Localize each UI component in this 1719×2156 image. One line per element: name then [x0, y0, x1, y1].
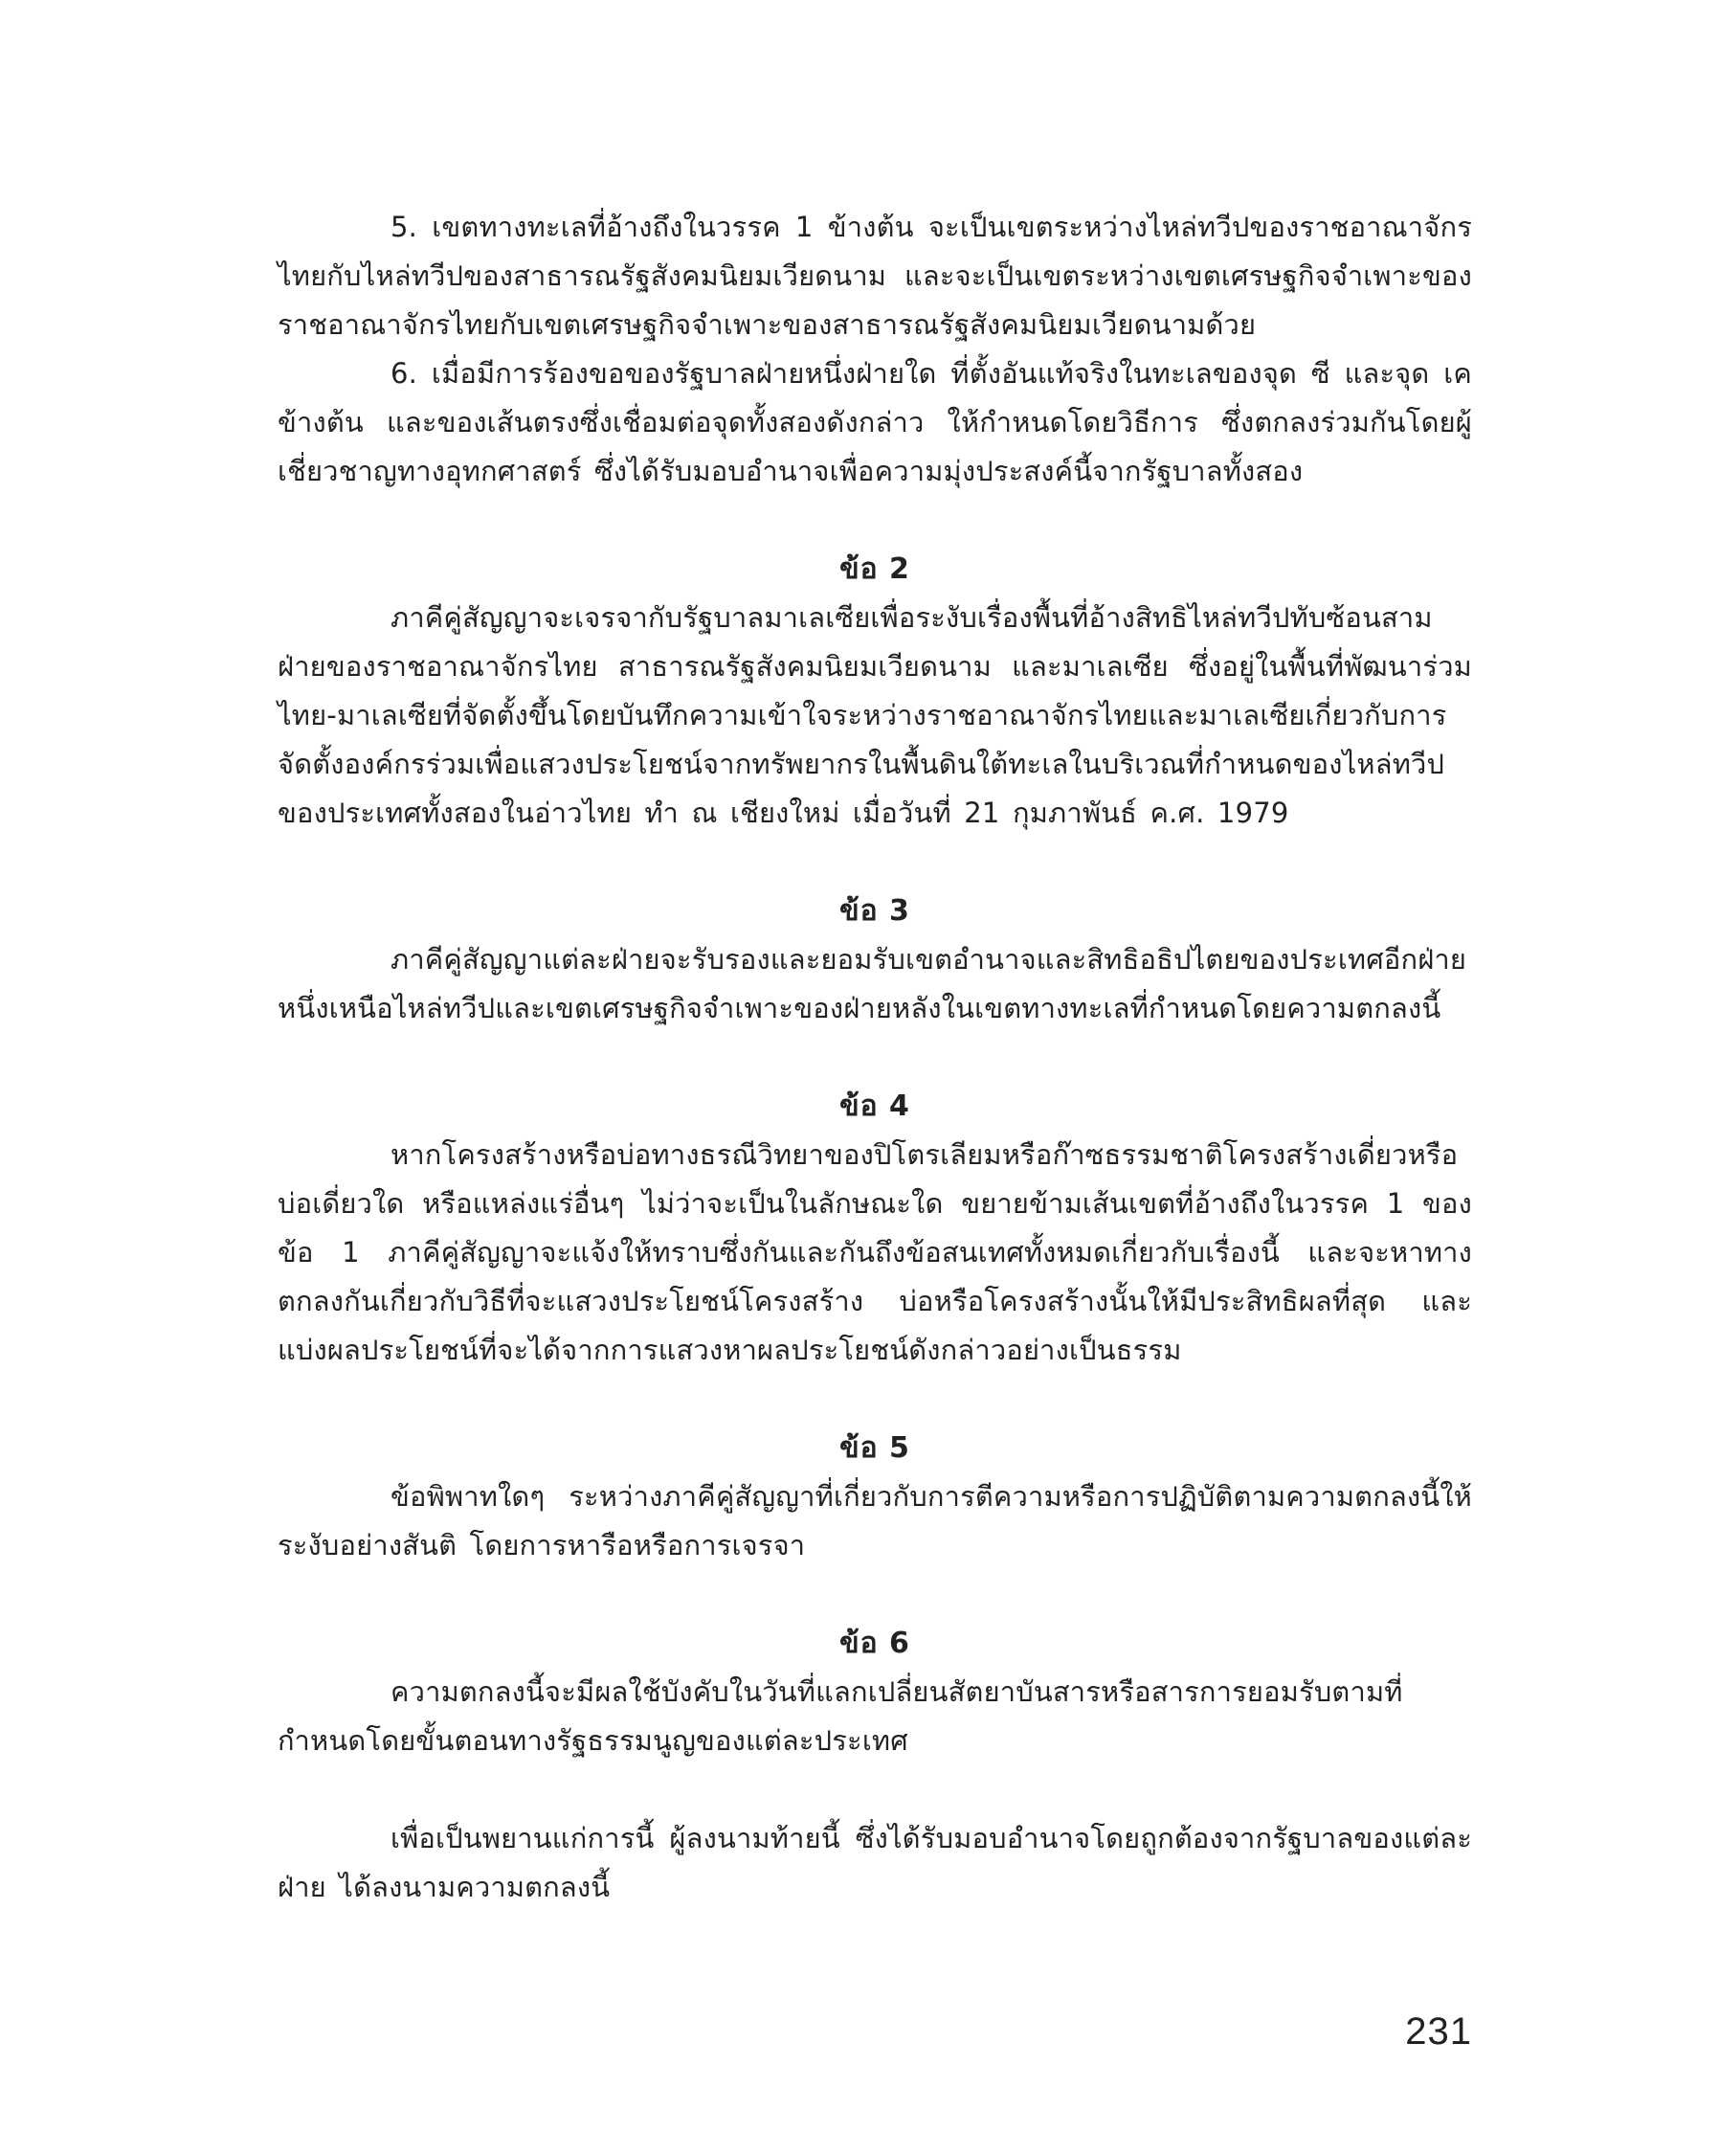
article-heading: ข้อ 2 — [839, 552, 910, 586]
spacer — [278, 1570, 1472, 1619]
page-number: 231 — [1405, 2010, 1472, 2053]
spacer — [278, 496, 1472, 545]
spacer — [278, 1375, 1472, 1424]
article-text: ภาคีคู่สัญญาจะเจรจากับรัฐบาลมาเลเซียเพื่อระงับเรื่องพื้นที่อ้างสิทธิไหล่ทวีปทับซ้อนสามฝ่ายของราชอาณาจักรไทย สาธารณรัฐสังคมนิยมเวียดนาม และมาเลเซีย ซึ่งอยู่ในพื้นที่พัฒนาร่วมไทย-มาเลเซียที่จัดตั้งขึ้นโดยบันทึกความเข้าใจระหว่างราชอาณาจักรไทยและมาเลเซียเกี่ยวกับการจัดตั้งองค์กรร่วมเพื่อแสวงประโยชน์จากทรัพยากรในพื้นดินใต้ทะเลในบริเวณที่กำหนดของไหล่ทวีปของประเทศทั้งสองในอ่าวไทย ทำ ณ เชียงใหม่ เมื่อวันที่ 21 กุมภาพันธ์ ค.ศ. 1979 — [278, 601, 1472, 829]
article-5 — [278, 1424, 1472, 1570]
article-heading: ข้อ 5 — [839, 1431, 910, 1465]
paragraph-5: 5. เขตทางทะเลที่อ้างถึงในวรรค 1 ข้างต้น จะเป็นเขตระหว่างไหล่ทวีปของราชอาณาจักรไทยกับไหล่ทวีปของสาธารณรัฐสังคมนิยมเวียดนาม และจะเป็นเขตระหว่างเขตเศรษฐกิจจำเพาะของราชอาณาจักรไทยกับเขตเศรษฐกิจจำเพาะของสาธารณรัฐสังคมนิยมเวียดนามด้วย — [278, 211, 1472, 341]
article-3 — [278, 887, 1472, 1033]
article-4 — [278, 1082, 1472, 1375]
spacer — [278, 1765, 1472, 1814]
paragraph-6: 6. เมื่อมีการร้องขอของรัฐบาลฝ่ายหนึ่งฝ่ายใด ที่ตั้งอันแท้จริงในทะเลของจุด ซี และจุด เค ข้างต้น และของเส้นตรงซึ่งเชื่อมต่อจุดทั้งสองดังกล่าว ให้กำหนดโดยวิธีการ ซึ่งตกลงร่วมกันโดยผู้เชี่ยวชาญทางอุทกศาสตร์ ซึ่งได้รับมอบอำนาจเพื่อความมุ่งประสงค์นี้จากรัฐบาลทั้งสอง — [278, 357, 1472, 487]
spacer — [278, 1033, 1472, 1082]
article-heading: ข้อ 4 — [839, 1089, 910, 1123]
article-text: หากโครงสร้างหรือบ่อทางธรณีวิทยาของปิโตรเลียมหรือก๊าซธรรมชาติโครงสร้างเดี่ยวหรือบ่อเดี่ยวใด หรือแหล่งแร่อื่นๆ ไม่ว่าจะเป็นในลักษณะใด ขยายข้ามเส้นเขตที่อ้างถึงในวรรค 1 ของข้อ 1 ภาคีคู่สัญญาจะแจ้งให้ทราบซึ่งกันและกันถึงข้อสนเทศทั้งหมดเกี่ยวกับเรื่องนี้ และจะหาทางตกลงกันเกี่ยวกับวิธีที่จะแสวงประโยชน์โครงสร้าง บ่อหรือโครงสร้างนั้นให้มีประสิทธิผลที่สุด และแบ่งผลประโยชน์ที่จะได้จากการแสวงหาผลประโยชน์ดังกล่าวอย่างเป็นธรรม — [278, 1138, 1472, 1366]
article-text: ภาคีคู่สัญญาแต่ละฝ่ายจะรับรองและยอมรับเขตอำนาจและสิทธิอธิปไตยของประเทศอีกฝ่ายหนึ่งเหนือไหล่ทวีปและเขตเศรษฐกิจจำเพาะของฝ่ายหลังในเขตทางทะเลที่กำหนดโดยความตกลงนี้ — [278, 943, 1467, 1024]
spacer — [278, 838, 1472, 887]
article-text: ข้อพิพาทใดๆ ระหว่างภาคีคู่สัญญาที่เกี่ยวกับการตีความหรือการปฏิบัติตามความตกลงนี้ให้ระงับอย่างสันติ โดยการหารือหรือการเจรจา — [278, 1480, 1472, 1561]
article-heading: ข้อ 6 — [839, 1627, 910, 1660]
article-2 — [278, 545, 1472, 838]
article-6 — [278, 1619, 1472, 1765]
closing-paragraph: เพื่อเป็นพยานแก่การนี้ ผู้ลงนามท้ายนี้ ซึ่งได้รับมอบอำนาจโดยถูกต้องจากรัฐบาลของแต่ละฝ่าย ได้ลงนามความตกลงนี้ — [278, 1822, 1472, 1903]
article-text: ความตกลงนี้จะมีผลใช้บังคับในวันที่แลกเปลี่ยนสัตยาบันสารหรือสารการยอมรับตามที่กำหนดโดยขั้นตอนทางรัฐธรรมนูญของแต่ละประเทศ — [278, 1675, 1403, 1757]
article-heading: ข้อ 3 — [839, 894, 910, 928]
document-body — [278, 203, 1472, 1912]
